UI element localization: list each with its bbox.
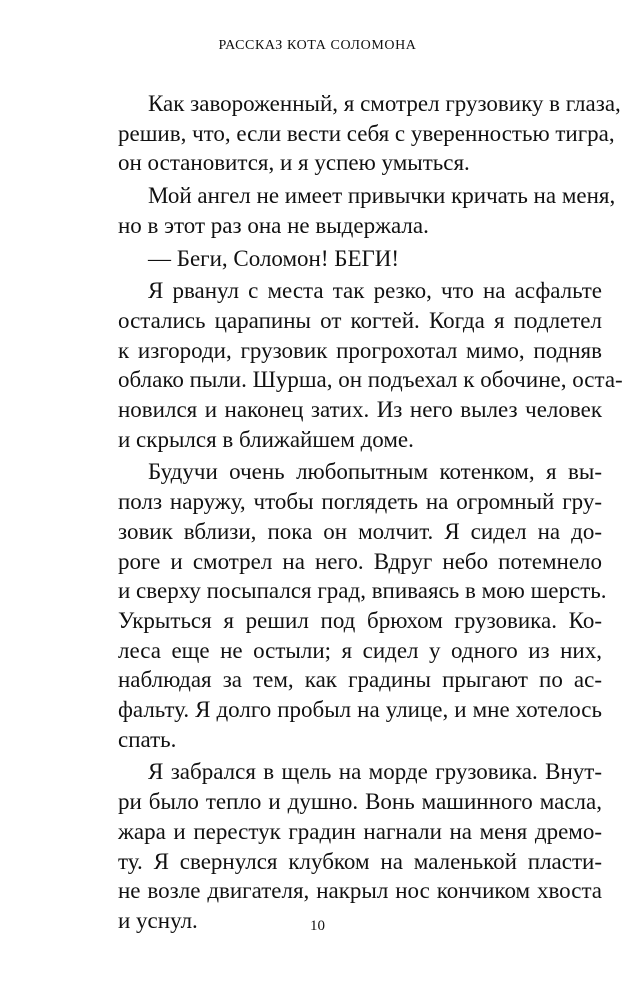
text-line: новился и наконец затих. Из него вылез человек bbox=[118, 397, 602, 423]
text-line: и скрылся в ближайшем доме. bbox=[118, 426, 414, 452]
paragraph bbox=[118, 757, 602, 935]
text-line: полз наружу, чтобы поглядеть на огромный гру- bbox=[118, 489, 602, 515]
text-line: и уснул. bbox=[118, 907, 198, 933]
text-line: Укрыться я решил под брюхом грузовика. Ко- bbox=[118, 607, 602, 633]
running-header: РАССКАЗ КОТА СОЛОМОНА bbox=[218, 38, 417, 53]
text-line: наблюдая за тем, как градины прыгают по ас- bbox=[118, 667, 602, 693]
text-line: облако пыли. Шурша, он подъехал к обочине, оста- bbox=[118, 367, 623, 393]
paragraph bbox=[118, 181, 616, 240]
text-line: ри было тепло и душно. Вонь машинного масла, bbox=[118, 789, 602, 815]
paragraph bbox=[118, 457, 607, 754]
text-line: жара и перестук градин нагнали на меня дремо- bbox=[118, 818, 602, 844]
text-line: Я рванул с места так резко, что на асфальте bbox=[148, 278, 602, 304]
text-line: не возле двигателя, накрыл нос кончиком хвоста bbox=[118, 878, 602, 904]
text-line: к изгороди, грузовик прогрохотал мимо, подняв bbox=[118, 337, 602, 363]
text-line: Мой ангел не имеет привычки кричать на меня, bbox=[148, 183, 616, 209]
text-line: он остановится, и я успею умыться. bbox=[118, 150, 470, 176]
text-line: роге и смотрел на него. Вдруг небо потемнело bbox=[118, 548, 602, 574]
paragraph bbox=[118, 244, 602, 274]
text-line: Будучи очень любопытным котенком, я вы- bbox=[148, 459, 602, 485]
text-line: и сверху посыпался град, впиваясь в мою шерсть. bbox=[118, 578, 607, 604]
paragraph bbox=[118, 89, 621, 178]
text-line: ту. Я свернулся клубком на маленькой пласти- bbox=[118, 848, 602, 874]
text-line: фальту. Я долго пробыл на улице, и мне хотелось bbox=[118, 697, 602, 723]
text-line: Я забрался в щель на морде грузовика. Внут- bbox=[148, 759, 602, 785]
text-line: Как завороженный, я смотрел грузовику в глаза, bbox=[148, 91, 621, 116]
text-line: леса еще не остыли; я сидел у одного из них, bbox=[118, 637, 602, 663]
text-line: решив, что, если вести себя с уверенностью тигра, bbox=[118, 120, 615, 146]
body-text bbox=[118, 89, 623, 939]
page-number: 10 bbox=[310, 918, 325, 934]
text-line: спать. bbox=[118, 726, 177, 752]
text-line: но в этот раз она не выдержала. bbox=[118, 212, 429, 238]
paragraph bbox=[118, 276, 623, 454]
text-line: зовик вблизи, пока он молчит. Я сидел на до- bbox=[118, 518, 602, 544]
text-line: — Беги, Соломон! БЕГИ! bbox=[148, 245, 400, 271]
text-line: остались царапины от когтей. Когда я подлетел bbox=[118, 307, 602, 333]
